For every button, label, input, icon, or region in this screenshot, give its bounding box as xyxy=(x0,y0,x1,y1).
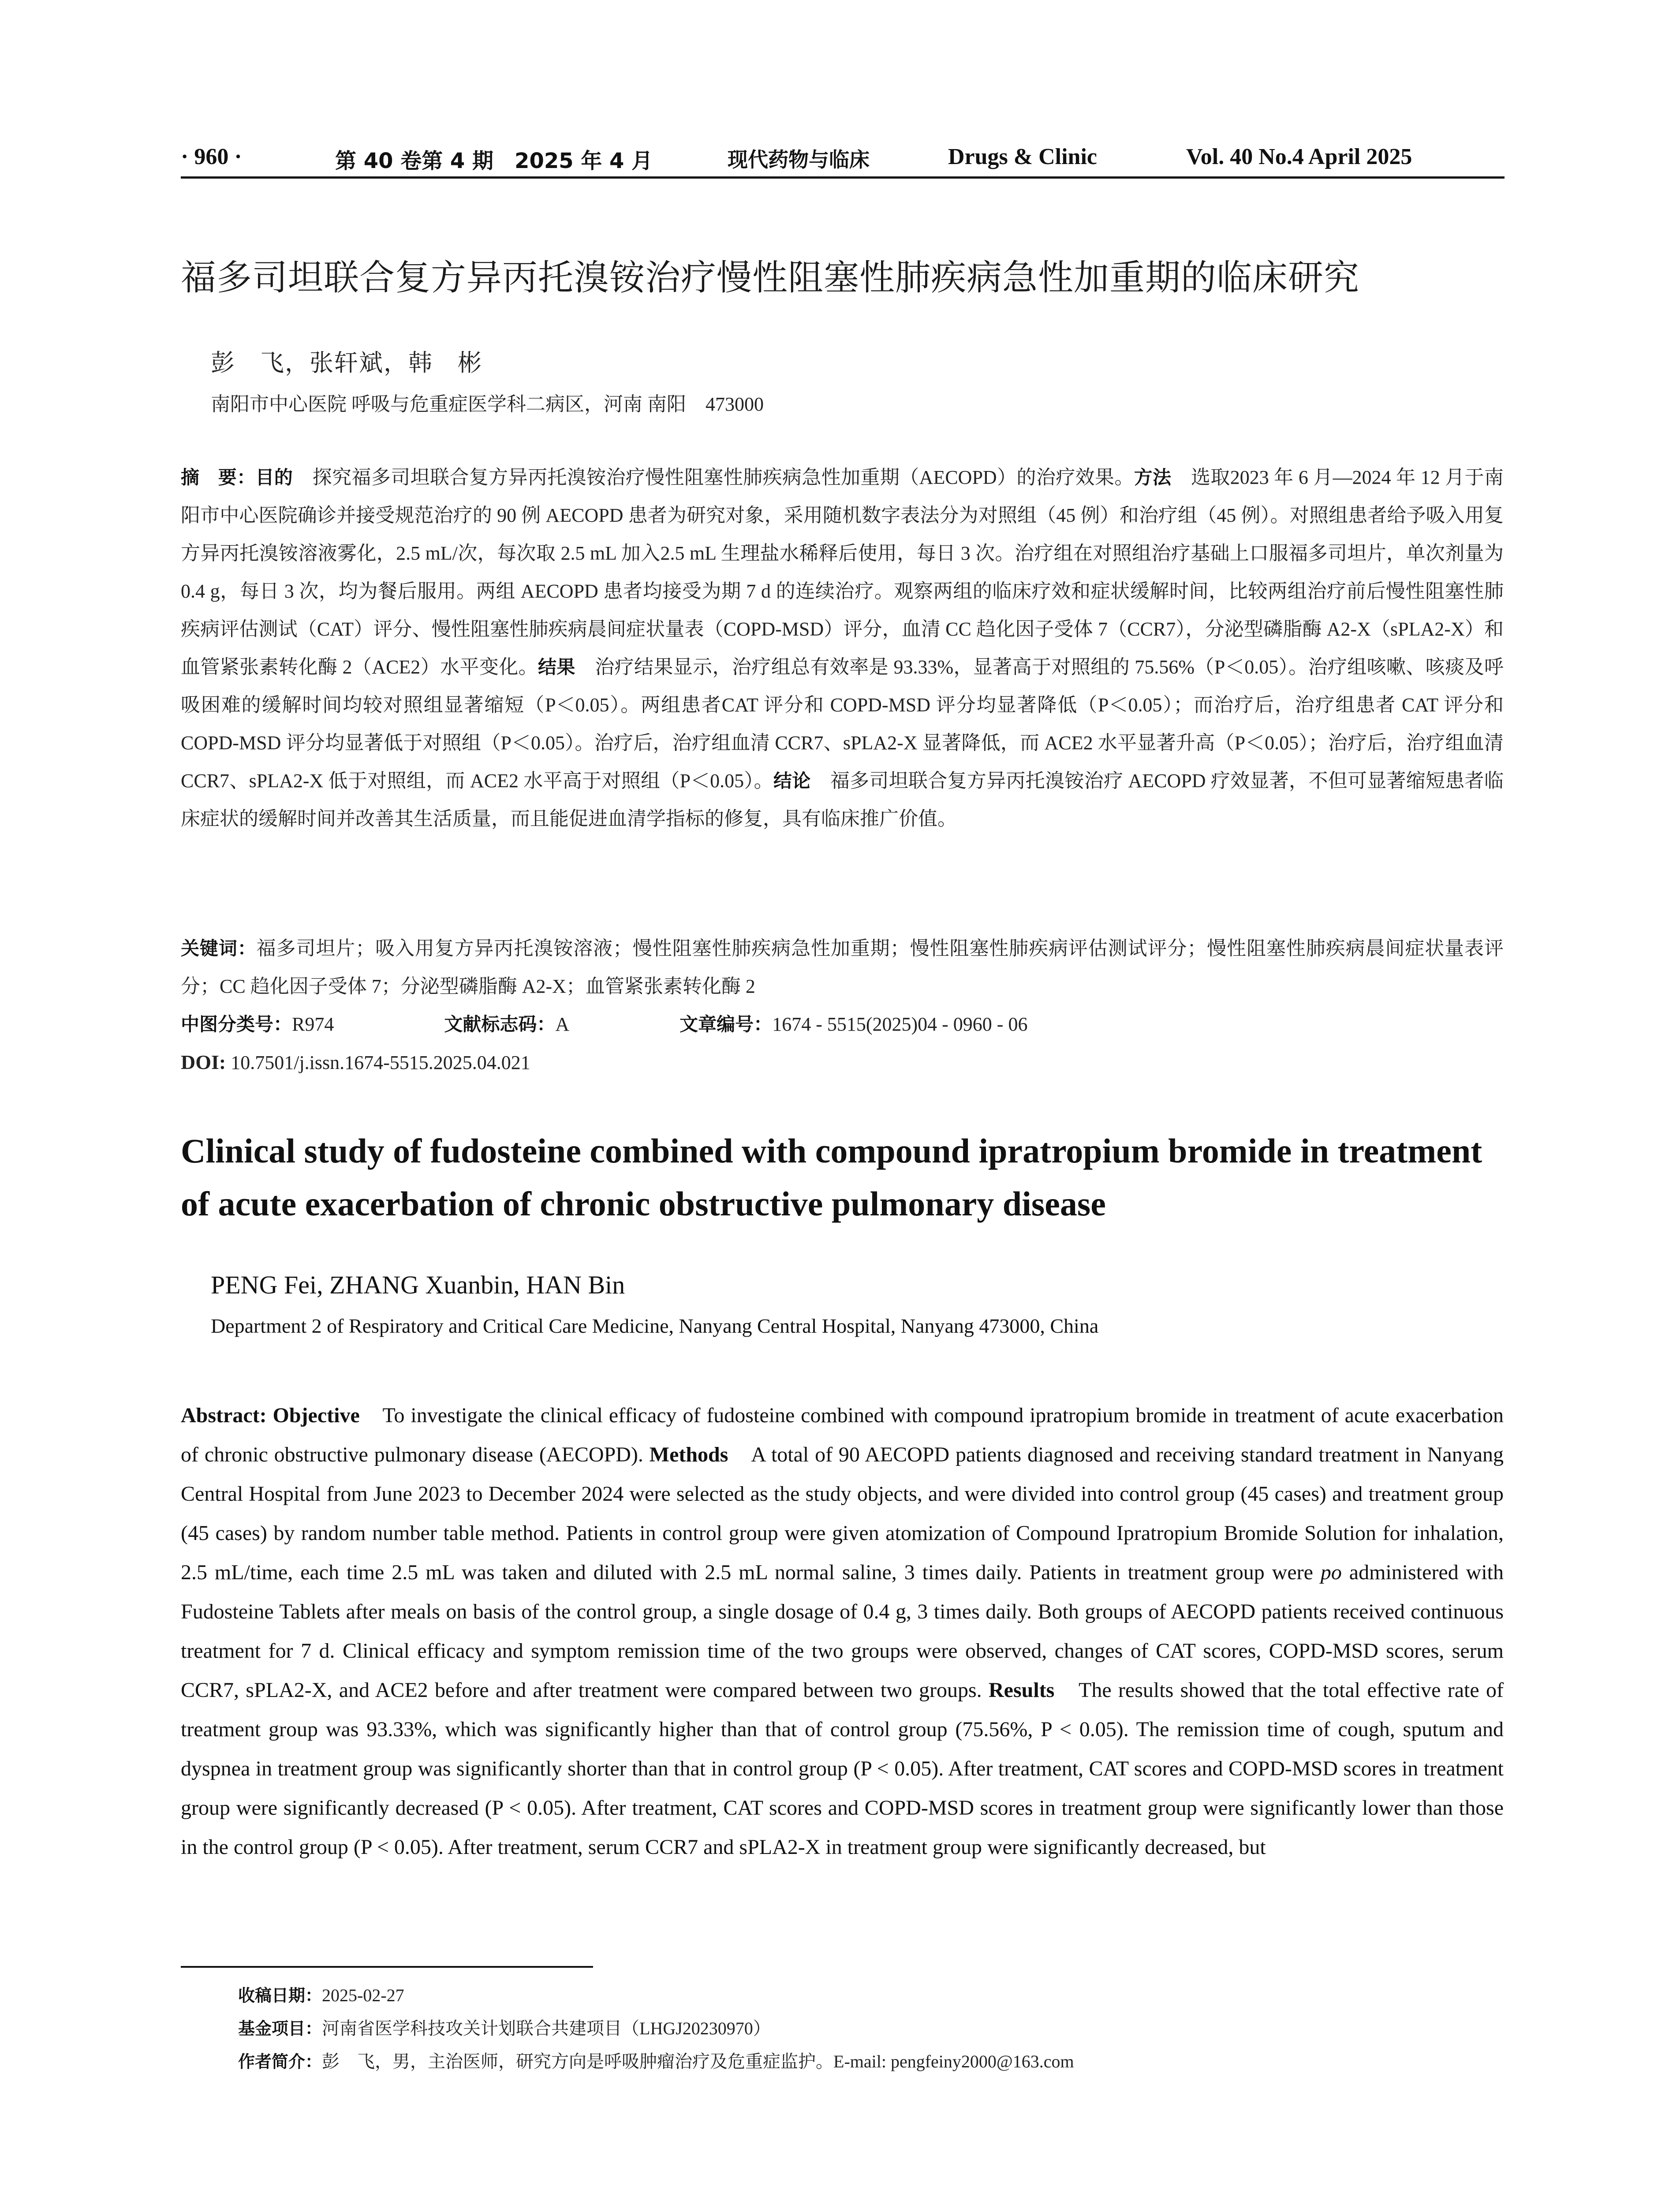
en-methods-text-2: administered with Fudosteine Tablets after meals on basis of the control group, a single dosage of 0.4 g, 3 times daily. Both groups of AECOPD patients received continuous treatment for 7 d. Clinical efficacy and symptom remission time of the two groups were observed, changes of CAT scores, COPD-MSD scores, serum CCR7, sPLA2-X, and ACE2 before and after treatment were compared between two groups. xyxy=(181,1561,1504,1702)
cn-methods-text: 选取2023 年 6 月—2024 年 12 月于南阳市中心医院确诊并接受规范治疗的 90 例 AECOPD 患者为研究对象，采用随机数字表法分为对照组（45 例）和治疗组（45 例）。对照组患者给予吸入用复方异丙托溴铵溶液雾化，2.5 mL/次，每次取 2.5 mL 加入2.5 mL 生理盐水稀释后使用，每日 3 次。治疗组在对照组治疗基础上口服福多司坦片，单次剂量为 0.4 g，每日 3 次，均为餐后服用。两组 AECOPD 患者均接受为期 7 d 的连续治疗。观察两组的临床疗效和症状缓解时间，比较两组治疗前后慢性阻塞性肺疾病评估测试（CAT）评分、慢性阻塞性肺疾病晨间症状量表（COPD-MSD）评分，血清 CC 趋化因子受体 7（CCR7），分泌型磷脂酶 A2-X（sPLA2-X）和血管紧张素转化酶 2（ACE2）水平变化。 xyxy=(181,467,1504,678)
en-methods-text: A total of 90 AECOPD patients diagnosed and receiving standard treatment in Nanyang Central Hospital from June 2023 to December 2024 were selected as the study objects, and were divided into control group (45 cases) and treatment group (45 cases) by random number table method. Patients in control group were given atomization of Compound Ipratropium Bromide Solution for inhalation, 2.5 mL/time, each time 2.5 mL was taken and diluted with 2.5 mL normal saline, 3 times daily. Patients in treatment group were xyxy=(181,1443,1504,1584)
en-objective-text: To investigate the clinical efficacy of fudosteine combined with compound ipratropium bromide in treatment of acute exacerbation of chronic obstructive pulmonary disease (AECOPD). xyxy=(181,1404,1504,1466)
cn-methods-label: 方法 xyxy=(1134,467,1172,488)
cn-authors: 彭 飞，张轩斌，韩 彬 xyxy=(211,350,482,376)
doi-value: 10.7501/j.issn.1674-5515.2025.04.021 xyxy=(226,1052,530,1073)
cn-keywords-label: 关键词： xyxy=(181,938,257,959)
en-title: Clinical study of fudosteine combined with compound ipratropium bromide in treatment of acute exacerbation of chronic obstructive pulmonary disease xyxy=(181,1132,1482,1223)
author-label: 作者简介： xyxy=(238,2052,322,2071)
footnote-rule xyxy=(181,1966,593,1968)
en-objective-label: Abstract: Objective xyxy=(181,1404,360,1427)
clc-value: R974 xyxy=(292,1013,334,1035)
page-number: · 960 · xyxy=(181,144,242,169)
cn-abstract-label: 摘 要： xyxy=(181,467,256,488)
cn-affiliation: 南阳市中心医院 呼吸与危重症医学科二病区，河南 南阳 473000 xyxy=(211,393,764,415)
en-results-text: The results showed that the total effective rate of treatment group was 93.33%, which was significantly higher than that of control group (75.56%, P < 0.05). The remission time of cough, sputum and dyspnea in treatment group was significantly shorter than that in control group (P < 0.05). After treatment, CAT scores and COPD-MSD scores in treatment group were significantly decreased (P < 0.05). After treatment, CAT scores and COPD-MSD scores in treatment group were significantly lower than those in the control group (P < 0.05). After treatment, serum CCR7 and sPLA2-X in treatment group were significantly decreased, but xyxy=(181,1678,1504,1859)
fund-label: 基金项目： xyxy=(238,2019,322,2038)
footnote-received xyxy=(238,1980,1473,2011)
journal-name-cn: 现代药物与临床 xyxy=(728,148,870,172)
cn-objective-text: 探究福多司坦联合复方异丙托溴铵治疗慢性阻塞性肺疾病急性加重期（AECOPD）的治疗效果。 xyxy=(293,467,1134,488)
cn-objective-label: 目的 xyxy=(255,467,293,488)
cn-keywords xyxy=(181,930,1504,1005)
doi-line xyxy=(181,1043,1504,1082)
received-label: 收稿日期： xyxy=(238,1986,322,2005)
clc-label: 中图分类号： xyxy=(181,1013,292,1035)
running-header xyxy=(181,140,1504,176)
cn-abstract xyxy=(181,459,1504,838)
cn-conclusion-label: 结论 xyxy=(773,770,811,792)
en-abstract xyxy=(181,1396,1504,1867)
doc-code-value: A xyxy=(555,1013,570,1035)
en-methods-label: Methods xyxy=(649,1443,728,1466)
issue-en: Vol. 40 No.4 April 2025 xyxy=(1186,144,1412,169)
doc-code-label: 文献标志码： xyxy=(444,1013,556,1035)
en-methods-italic: po xyxy=(1320,1561,1342,1584)
cn-results-text: 治疗结果显示，治疗组总有效率是 93.33%，显著高于对照组的 75.56%（P＜0.05）。治疗组咳嗽、咳痰及呼吸困难的缓解时间均较对照组显著缩短（P＜0.05）。两组患者CAT 评分和 COPD-MSD 评分均显著降低（P＜0.05）；而治疗后，治疗组患者 CAT 评分和 COPD-MSD 评分均显著低于对照组（P＜0.05）。治疗后，治疗组血清 CCR7、sPLA2-X 显著降低，而 ACE2 水平显著升高（P＜0.05）；治疗后，治疗组血清CCR7、sPLA2-X 低于对照组，而 ACE2 水平高于对照组（P＜0.05）。 xyxy=(181,656,1504,792)
journal-name-en: Drugs & Clinic xyxy=(948,144,1097,169)
en-results-label: Results xyxy=(989,1678,1055,1702)
cn-classification xyxy=(181,1005,1504,1043)
issue-cn: 第 40 卷第 4 期 2025 年 4 月 xyxy=(335,149,653,173)
cn-title: 福多司坦联合复方异丙托溴铵治疗慢性阻塞性肺疾病急性加重期的临床研究 xyxy=(181,257,1359,298)
fund-value: 河南省医学科技攻关计划联合共建项目（LHGJ20230970） xyxy=(322,2018,771,2038)
cn-results-label: 结果 xyxy=(538,656,575,678)
en-affiliation: Department 2 of Respiratory and Critical Care Medicine, Nanyang Central Hospital, Nanyang 473000, China xyxy=(211,1315,1099,1337)
en-authors: PENG Fei, ZHANG Xuanbin, HAN Bin xyxy=(211,1271,625,1299)
cn-keywords-text: 福多司坦片；吸入用复方异丙托溴铵溶液；慢性阻塞性肺疾病急性加重期；慢性阻塞性肺疾病评估测试评分；慢性阻塞性肺疾病晨间症状量表评分；CC 趋化因子受体 7；分泌型磷脂酶 A2-X；血管紧张素转化酶 2 xyxy=(181,938,1504,997)
footnote-author xyxy=(238,2046,1473,2077)
doi-label: DOI: xyxy=(181,1051,226,1073)
cn-conclusion-text: 福多司坦联合复方异丙托溴铵治疗 AECOPD 疗效显著，不但可显著缩短患者临床症状的缓解时间并改善其生活质量，而且能促进血清学指标的修复，具有临床推广价值。 xyxy=(181,770,1504,830)
article-no-label: 文章编号： xyxy=(679,1013,773,1035)
article-no-value: 1674 - 5515(2025)04 - 0960 - 06 xyxy=(772,1013,1028,1035)
footnote-fund xyxy=(238,2013,1473,2044)
received-value: 2025-02-27 xyxy=(322,1985,404,2005)
author-value: 彭 飞，男，主治医师，研究方向是呼吸肿瘤治疗及危重症监护。E-mail: pengfeiny2000@163.com xyxy=(322,2052,1074,2071)
header-rule xyxy=(181,176,1505,179)
